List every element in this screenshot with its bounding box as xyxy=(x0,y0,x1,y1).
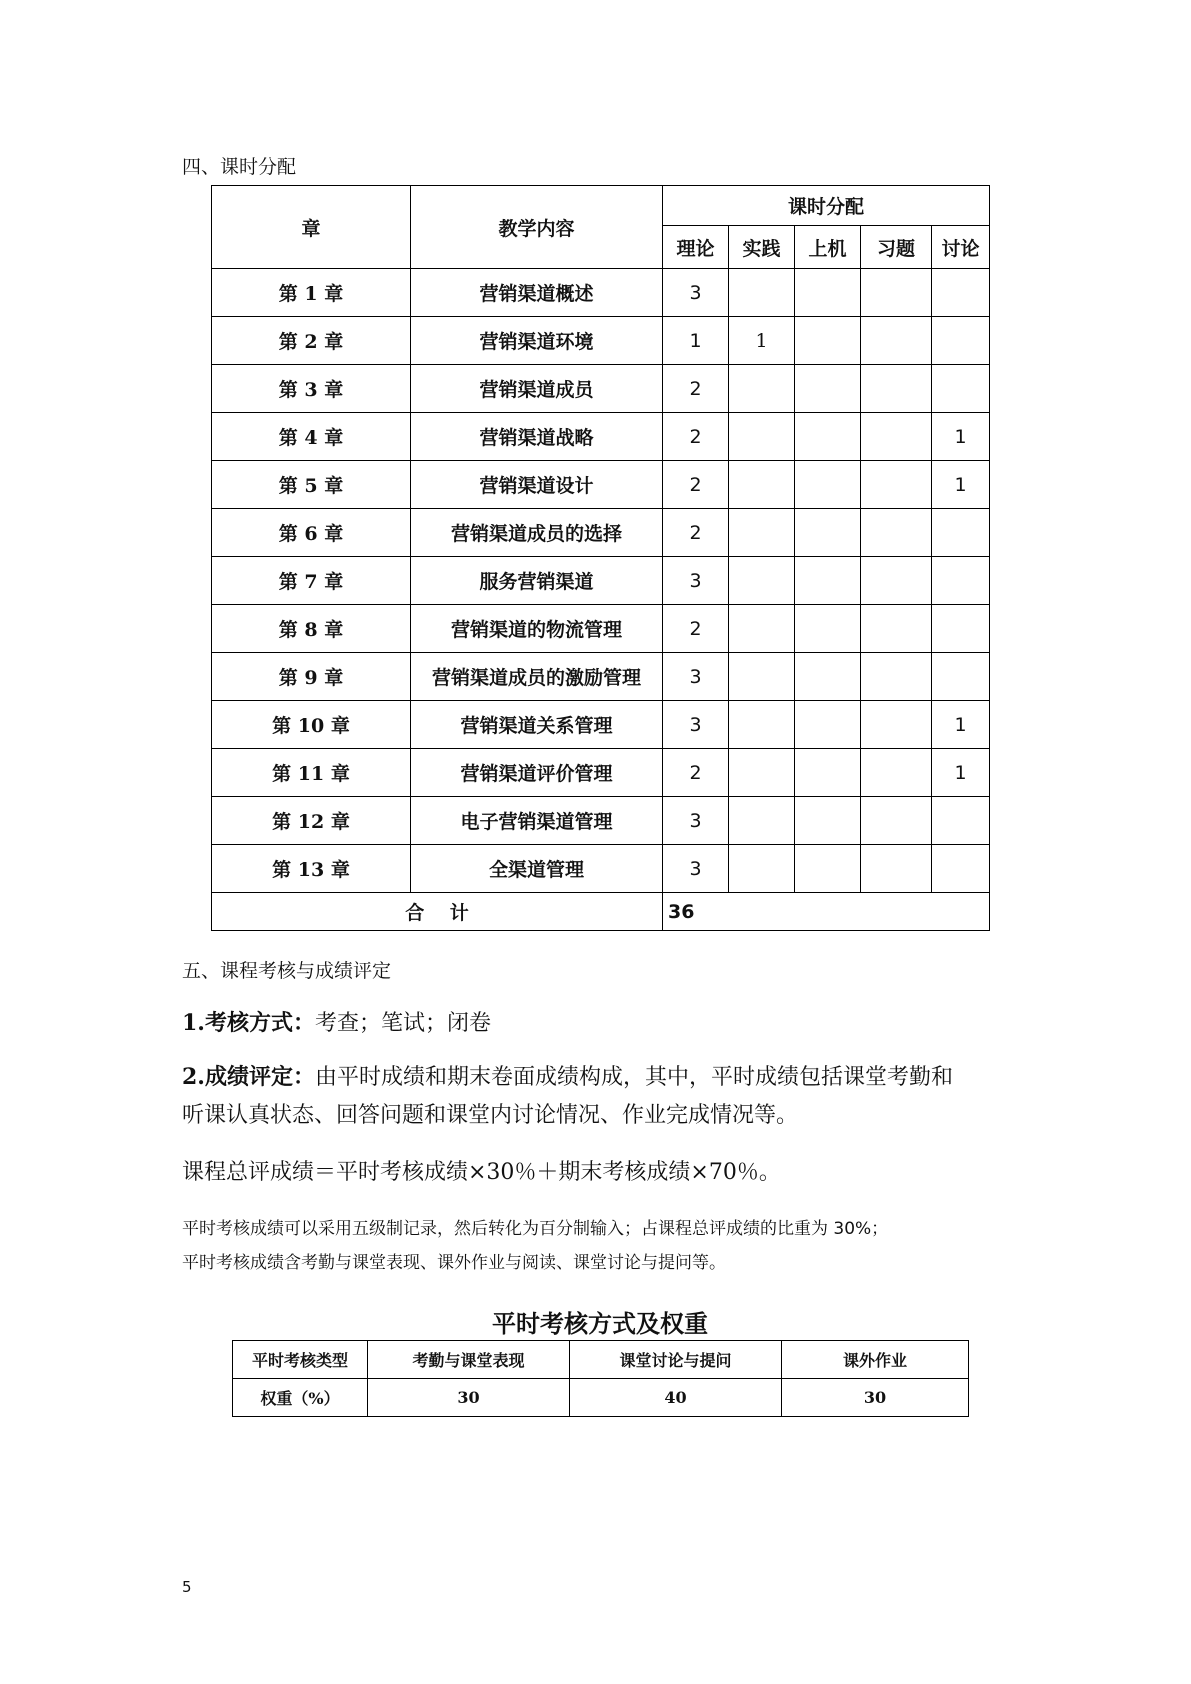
cell-chapter: 第 8 章 xyxy=(212,605,411,653)
weights-table xyxy=(232,1340,969,1417)
weights-header-row xyxy=(233,1341,969,1379)
cell-practice xyxy=(729,269,795,317)
table-row xyxy=(212,797,990,845)
cell-chapter: 第 3 章 xyxy=(212,365,411,413)
cell-practice xyxy=(729,749,795,797)
header-computer: 上机 xyxy=(795,226,861,269)
cell-computer xyxy=(795,557,861,605)
cell-content: 营销渠道概述 xyxy=(411,269,663,317)
weights-value-1: 30 xyxy=(368,1379,570,1417)
weights-value-0: 权重（%） xyxy=(233,1379,368,1417)
table-row xyxy=(212,845,990,893)
cell-exercise xyxy=(861,749,932,797)
cell-content: 服务营销渠道 xyxy=(411,557,663,605)
section-5-title: 五、课程考核与成绩评定 xyxy=(182,960,392,982)
cell-theory: 2 xyxy=(663,509,729,557)
header-practice: 实践 xyxy=(729,226,795,269)
table-row xyxy=(212,317,990,365)
cell-computer xyxy=(795,701,861,749)
cell-discussion xyxy=(932,653,990,701)
cell-discussion xyxy=(932,557,990,605)
table-row xyxy=(212,749,990,797)
cell-practice xyxy=(729,605,795,653)
cell-computer xyxy=(795,653,861,701)
weights-header-3: 课外作业 xyxy=(782,1341,969,1379)
weights-value-2: 40 xyxy=(570,1379,782,1417)
cell-exercise xyxy=(861,605,932,653)
table-row xyxy=(212,605,990,653)
page-number: 5 xyxy=(182,1578,192,1596)
header-hours-group: 课时分配 xyxy=(663,186,990,226)
cell-content: 营销渠道成员的选择 xyxy=(411,509,663,557)
cell-practice xyxy=(729,461,795,509)
cell-theory: 2 xyxy=(663,461,729,509)
weights-table-caption: 平时考核方式及权重 xyxy=(492,1309,708,1338)
cell-discussion: 1 xyxy=(932,701,990,749)
table-row xyxy=(212,557,990,605)
cell-chapter: 第 1 章 xyxy=(212,269,411,317)
table-row xyxy=(212,269,990,317)
table-row xyxy=(212,413,990,461)
cell-theory: 3 xyxy=(663,845,729,893)
cell-computer xyxy=(795,509,861,557)
cell-computer xyxy=(795,797,861,845)
cell-theory: 3 xyxy=(663,557,729,605)
grading-text-line1: 由平时成绩和期末卷面成绩构成，其中，平时成绩包括课堂考勤和 xyxy=(314,1065,953,1090)
cell-computer xyxy=(795,269,861,317)
cell-discussion: 1 xyxy=(932,413,990,461)
header-theory: 理论 xyxy=(663,226,729,269)
table-row xyxy=(212,365,990,413)
cell-computer xyxy=(795,365,861,413)
note-line2: 平时考核成绩含考勤与课堂表现、课外作业与阅读、课堂讨论与提问等。 xyxy=(182,1253,726,1273)
grading-formula: 课程总评成绩＝平时考核成绩×30％＋期末考核成绩×70％。 xyxy=(182,1160,781,1185)
cell-exercise xyxy=(861,269,932,317)
cell-content: 营销渠道环境 xyxy=(411,317,663,365)
cell-content: 营销渠道成员的激励管理 xyxy=(411,653,663,701)
cell-discussion xyxy=(932,605,990,653)
cell-exercise xyxy=(861,653,932,701)
cell-discussion: 1 xyxy=(932,461,990,509)
cell-theory: 3 xyxy=(663,701,729,749)
cell-theory: 3 xyxy=(663,269,729,317)
header-exercise: 习题 xyxy=(861,226,932,269)
cell-chapter: 第 6 章 xyxy=(212,509,411,557)
assessment-grading xyxy=(182,1058,1032,1135)
cell-computer xyxy=(795,845,861,893)
table-row xyxy=(212,701,990,749)
cell-exercise xyxy=(861,797,932,845)
weights-header-2: 课堂讨论与提问 xyxy=(570,1341,782,1379)
method-label: 1.考核方式： xyxy=(182,1010,315,1036)
cell-content: 营销渠道战略 xyxy=(411,413,663,461)
cell-exercise xyxy=(861,845,932,893)
cell-discussion: 1 xyxy=(932,749,990,797)
cell-theory: 3 xyxy=(663,653,729,701)
cell-theory: 2 xyxy=(663,605,729,653)
cell-chapter: 第 5 章 xyxy=(212,461,411,509)
total-value: 36 xyxy=(663,893,990,931)
cell-content: 营销渠道的物流管理 xyxy=(411,605,663,653)
cell-chapter: 第 4 章 xyxy=(212,413,411,461)
cell-exercise xyxy=(861,413,932,461)
cell-practice xyxy=(729,365,795,413)
table-row xyxy=(212,653,990,701)
cell-discussion xyxy=(932,797,990,845)
cell-chapter: 第 7 章 xyxy=(212,557,411,605)
cell-theory: 3 xyxy=(663,797,729,845)
cell-theory: 2 xyxy=(663,365,729,413)
cell-practice xyxy=(729,701,795,749)
cell-discussion xyxy=(932,845,990,893)
table-row xyxy=(212,461,990,509)
cell-computer xyxy=(795,605,861,653)
grading-note xyxy=(182,1212,1042,1280)
grading-label: 2.成绩评定： xyxy=(182,1064,315,1090)
cell-content: 营销渠道成员 xyxy=(411,365,663,413)
cell-practice: 1 xyxy=(729,317,795,365)
cell-practice xyxy=(729,413,795,461)
cell-exercise xyxy=(861,365,932,413)
cell-chapter: 第 2 章 xyxy=(212,317,411,365)
weights-header-1: 考勤与课堂表现 xyxy=(368,1341,570,1379)
section-4-title: 四、课时分配 xyxy=(182,156,297,178)
cell-exercise xyxy=(861,557,932,605)
note-line1: 平时考核成绩可以采用五级制记录，然后转化为百分制输入；占课程总评成绩的比重为 30%； xyxy=(182,1219,889,1239)
cell-chapter: 第 12 章 xyxy=(212,797,411,845)
cell-theory: 2 xyxy=(663,413,729,461)
cell-exercise xyxy=(861,701,932,749)
cell-discussion xyxy=(932,509,990,557)
cell-content: 营销渠道设计 xyxy=(411,461,663,509)
header-discussion: 讨论 xyxy=(932,226,990,269)
weights-header-0: 平时考核类型 xyxy=(233,1341,368,1379)
cell-exercise xyxy=(861,461,932,509)
cell-exercise xyxy=(861,317,932,365)
cell-chapter: 第 9 章 xyxy=(212,653,411,701)
cell-practice xyxy=(729,797,795,845)
cell-practice xyxy=(729,509,795,557)
header-content: 教学内容 xyxy=(411,186,663,269)
cell-computer xyxy=(795,749,861,797)
total-label: 合 计 xyxy=(212,893,663,931)
cell-computer xyxy=(795,317,861,365)
cell-practice xyxy=(729,845,795,893)
cell-computer xyxy=(795,413,861,461)
cell-discussion xyxy=(932,365,990,413)
assessment-method xyxy=(182,1004,1022,1043)
grading-text-line2: 听课认真状态、回答问题和课堂内讨论情况、作业完成情况等。 xyxy=(182,1103,799,1128)
cell-practice xyxy=(729,557,795,605)
cell-chapter: 第 13 章 xyxy=(212,845,411,893)
cell-chapter: 第 10 章 xyxy=(212,701,411,749)
cell-exercise xyxy=(861,509,932,557)
method-text: 考查；笔试；闭卷 xyxy=(314,1011,491,1036)
cell-discussion xyxy=(932,317,990,365)
cell-content: 营销渠道评价管理 xyxy=(411,749,663,797)
cell-content: 营销渠道关系管理 xyxy=(411,701,663,749)
header-chapter: 章 xyxy=(212,186,411,269)
cell-theory: 2 xyxy=(663,749,729,797)
weights-value-row xyxy=(233,1379,969,1417)
cell-practice xyxy=(729,653,795,701)
cell-theory: 1 xyxy=(663,317,729,365)
cell-discussion xyxy=(932,269,990,317)
cell-chapter: 第 11 章 xyxy=(212,749,411,797)
weights-value-3: 30 xyxy=(782,1379,969,1417)
table-row xyxy=(212,509,990,557)
cell-content: 全渠道管理 xyxy=(411,845,663,893)
hours-allocation-table xyxy=(211,185,990,931)
cell-content: 电子营销渠道管理 xyxy=(411,797,663,845)
cell-computer xyxy=(795,461,861,509)
total-row xyxy=(212,893,990,931)
